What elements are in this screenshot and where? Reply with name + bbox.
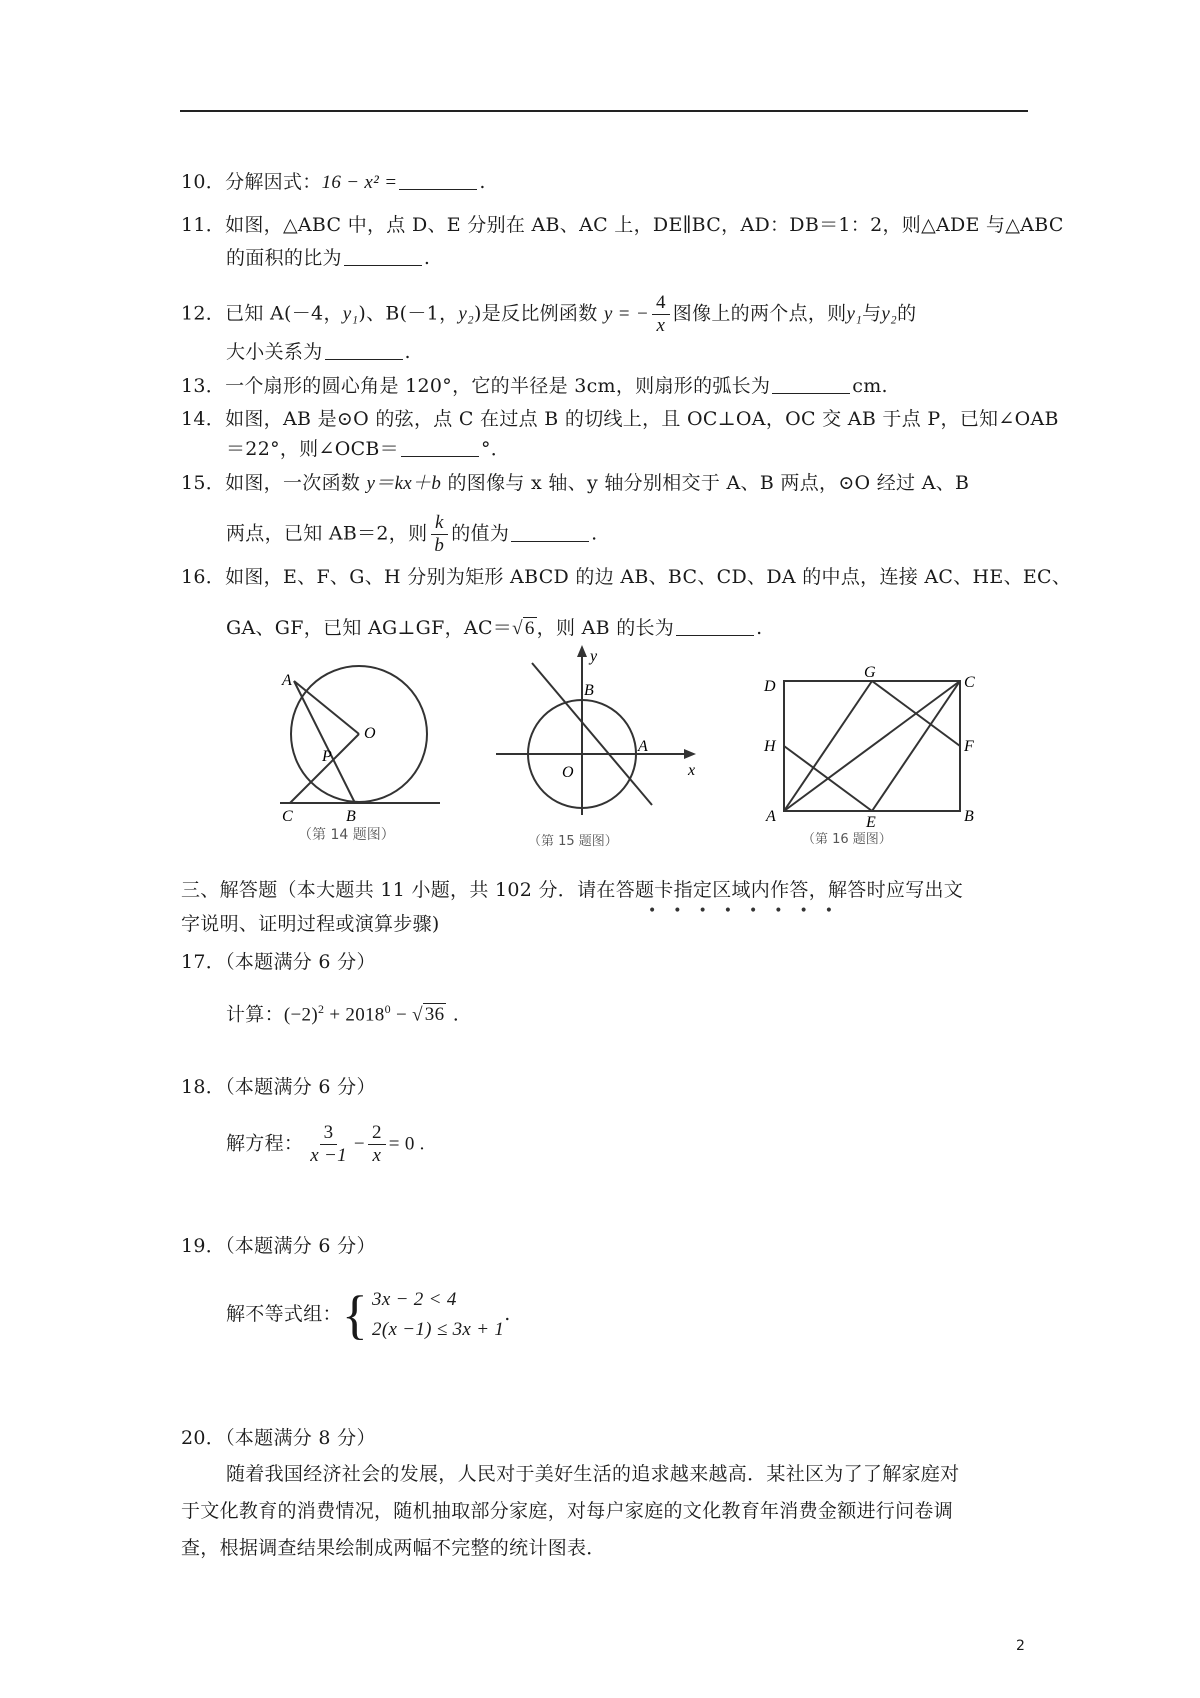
question-11-line2: 的面积的比为 . (226, 247, 431, 269)
fraction-4-over-x: $\frac{4}{x}$ (652, 292, 670, 337)
label-A: A (638, 738, 648, 755)
answer-blank (399, 171, 477, 190)
question-12: 12．已知 A(－4，y₁)、B(－1，y₂)是反比例函数 y = − $\frac{4}{x}$ 图像上的两个点，则y₁与y₂的 (181, 292, 917, 336)
section-3-heading: 三、解答题（本大题共 11 小题，共 102 分．请在答题卡指定区域内作答，解答时应写出文 (181, 879, 964, 901)
label-B: B (584, 682, 594, 699)
figure-15 (492, 645, 712, 850)
question-19-header: 19．（本题满分 6 分） (181, 1235, 376, 1257)
answer-blank (401, 438, 479, 457)
question-17-header: 17．（本题满分 6 分） (181, 951, 376, 973)
label-A: A (282, 672, 292, 689)
inequality-system: { 3x − 2 < 4 2(x −1) ≤ 3x + 1 (341, 1285, 505, 1345)
answer-blank (772, 375, 850, 394)
question-20-line2: 于文化教育的消费情况，随机抽取部分家庭，对每户家庭的文化教育年消费金额进行问卷调 (181, 1500, 954, 1522)
sqrt-36: √ 36 (412, 1004, 445, 1026)
label-C: C (964, 674, 975, 691)
caption-fig14: （第 14 题图） (298, 827, 395, 843)
section-3-heading-line2: 字说明、证明过程或演算步骤) (181, 913, 440, 935)
question-18-header: 18．（本题满分 6 分） (181, 1076, 376, 1098)
page-number: 2 (1016, 1638, 1025, 1654)
label-P: P (322, 748, 332, 765)
label-D: D (764, 678, 776, 695)
fraction-2-over-x: $\frac{2}{x}$ (368, 1122, 386, 1167)
question-15: 15．如图，一次函数 y＝kx＋b 的图像与 x 轴、y 轴分别相交于 A、B 两点，⊙O 经过 A、B (181, 472, 970, 494)
question-14-line2: ＝22°，则∠OCB＝ °． (226, 438, 511, 460)
question-12-line2: 大小关系为 . (226, 341, 411, 363)
label-E: E (866, 814, 876, 831)
question-20-line1: 随着我国经济社会的发展，人民对于美好生活的追求越来越高．某社区为了了解家庭对 (226, 1463, 960, 1485)
question-16: 16．如图，E、F、G、H 分别为矩形 ABCD 的边 AB、BC、CD、DA 的中点，连接 AC、HE、EC、 (181, 566, 1072, 588)
question-16-line2: GA、GF，已知 AG⊥GF，AC＝√ 6 ，则 AB 的长为 . (226, 617, 763, 639)
question-10: 10．分解因式：16 − x² = . (181, 171, 486, 193)
label-O: O (562, 764, 574, 781)
figure-14 (280, 665, 460, 845)
question-17-body: 计算：$(-2)^2 + 2018^0$ − √ 36 . (226, 1002, 460, 1026)
question-11: 11．如图，△ABC 中，点 D、E 分别在 AB、AC 上，DE∥BC，AD：DB＝1：2，则△ADE 与△ABC (181, 214, 1064, 236)
label-x: x (688, 762, 696, 779)
fraction-3-over-x-minus-1: $\frac{3}{x -1}$ (310, 1122, 347, 1166)
question-19-body: 解不等式组： { 3x − 2 < 4 2(x −1) ≤ 3x + 1 . (226, 1285, 511, 1345)
label-F: F (964, 738, 974, 755)
question-14: 14．如图，AB 是⊙O 的弦，点 C 在过点 B 的切线上，且 OC⊥OA，OC 交 AB 于点 P，已知∠OAB (181, 408, 1059, 430)
answer-blank (511, 523, 589, 542)
label-G: G (864, 665, 876, 681)
question-20-header: 20．（本题满分 8 分） (181, 1427, 376, 1449)
question-15-line2: 两点，已知 AB＝2，则 $\frac{k}{b}$ 的值为 . (226, 512, 598, 556)
answer-blank (676, 617, 754, 636)
caption-fig16: （第 16 题图） (802, 832, 892, 845)
header-rule (180, 110, 1028, 112)
label-y: y (590, 648, 598, 665)
label-B: B (964, 808, 974, 825)
answer-blank (325, 341, 403, 360)
question-18-body: 解方程： $\frac{3}{x -1}$ − $\frac{2}{x}$ = 0 . (226, 1122, 425, 1166)
answer-blank (344, 247, 422, 266)
sqrt-6: √ 6 (512, 618, 535, 639)
question-13: 13．一个扇形的圆心角是 120°，它的半径是 3cm，则扇形的弧长为 cm. (181, 375, 888, 397)
figure-16 (762, 665, 982, 845)
question-20-line3: 查，根据调查结果绘制成两幅不完整的统计图表． (181, 1537, 606, 1559)
caption-fig15: （第 15 题图） (528, 834, 618, 849)
fraction-k-over-b: $\frac{k}{b}$ (430, 512, 448, 557)
label-H: H (764, 738, 776, 755)
label-B: B (346, 808, 356, 825)
emphasis-dots: •••••••• (648, 903, 851, 919)
label-A: A (766, 808, 776, 825)
label-O: O (364, 725, 376, 742)
label-C: C (282, 808, 293, 825)
